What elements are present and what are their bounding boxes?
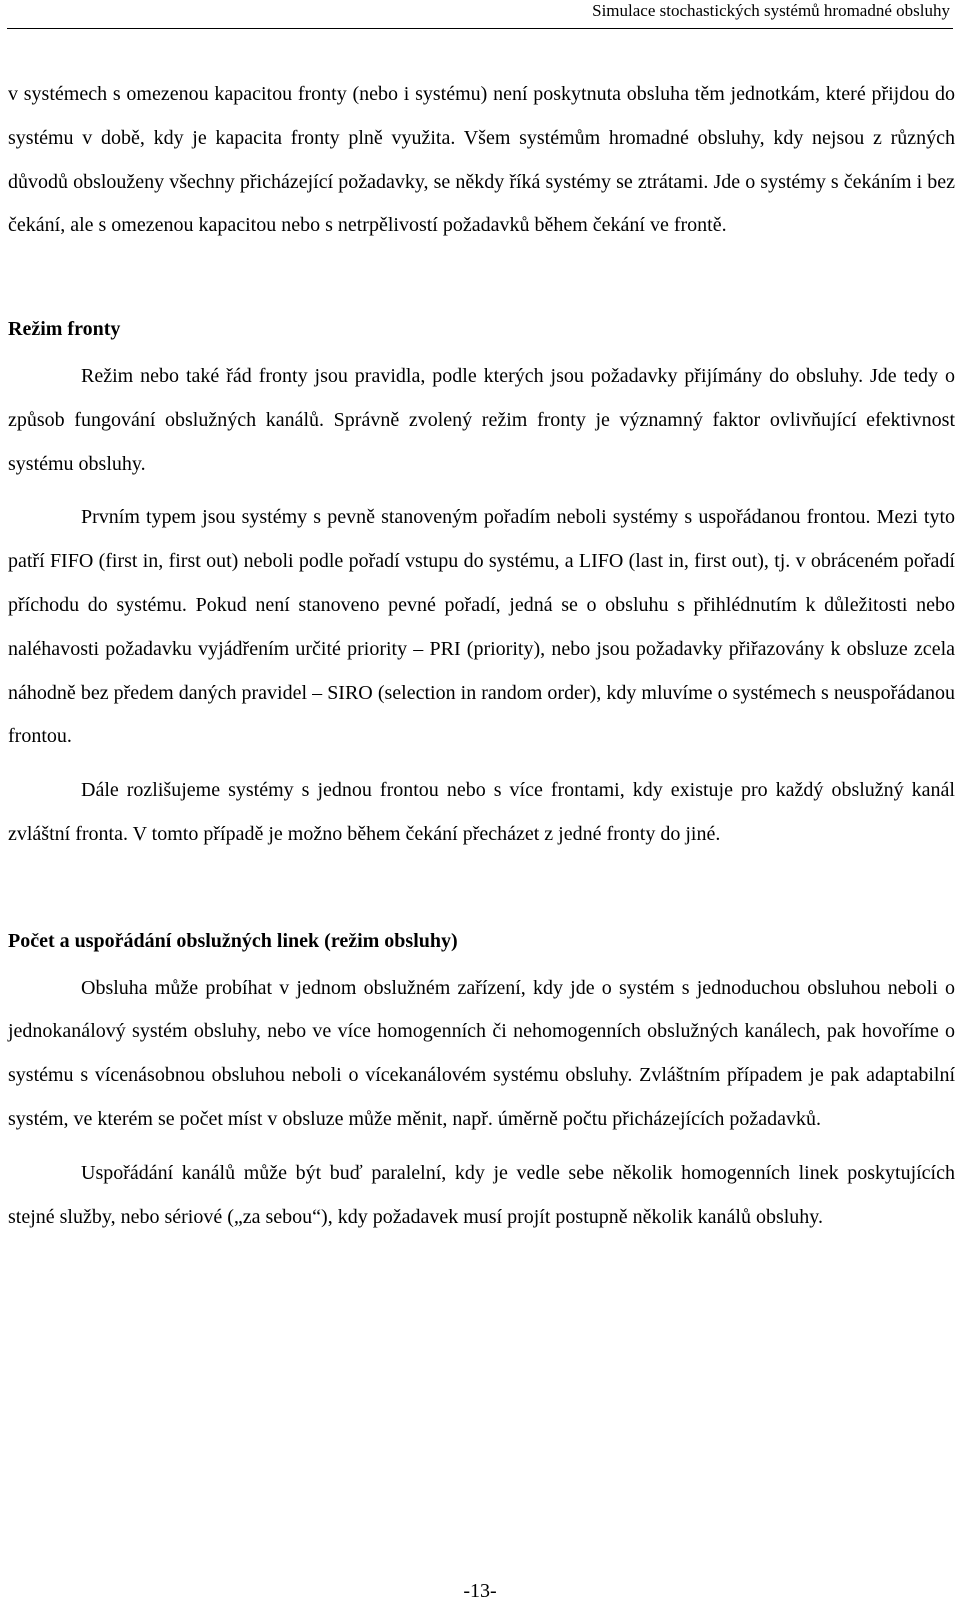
paragraph-queue-regime-definition: Režim nebo také řád fronty jsou pravidla, podle kterých jsou požadavky přijímány do obsluhy. Jde tedy o způsob fungování obslužných kanálů. Správně zvolený režim fronty je významný faktor ovlivňující efektivnost systému obsluhy. <box>8 364 955 475</box>
header-rule <box>7 28 953 29</box>
paragraph-service-channels: Obsluha může probíhat v jednom obslužném zařízení, kdy jde o systém s jednoduchou obsluhou neboli o jednokanálový systém obsluhy, nebo ve více homogenních či nehomogenních obslužných kanálech, pak hovoříme o systému s vícenásobnou obsluhou neboli o vícekanálovém systému obsluhy. Zvláštním případem je pak adaptabilní systém, ve kterém se počet míst v obsluze může měnit, např. úměrně počtu přicházejících požadavků. <box>8 976 955 1130</box>
section-heading-service-lines: Počet a uspořádání obslužných linek (režim obsluhy) <box>8 929 458 952</box>
section-queue-regime <box>8 308 955 857</box>
paragraph-multiple-queues: Dále rozlišujeme systémy s jednou frontou nebo s více frontami, kdy existuje pro každý obslužný kanál zvláštní fronta. V tomto případě je možno během čekání přecházet z jedné fronty do jiné. <box>8 779 955 845</box>
running-header: Simulace stochastických systémů hromadné obsluhy <box>592 1 950 20</box>
section-service-lines <box>8 920 955 1240</box>
paragraph-continuation: v systémech s omezenou kapacitou fronty (nebo i systému) není poskytnuta obsluha těm jednotkám, které přijdou do systému v době, kdy je kapacita fronty plně využita. Všem systémům hromadné obsluhy, kdy nejsou z různých důvodů obslouženy všechny přicházející požadavky, se někdy říká systémy se ztrátami. Jde o systémy s čekáním i bez čekání, ale s omezenou kapacitou nebo s netrpělivostí požadavků během čekání ve frontě. <box>8 83 955 237</box>
paragraph-channel-arrangement: Uspořádání kanálů může být buď paralelní, kdy je vedle sebe několik homogenních linek poskytujících stejné služby, nebo sériové („za sebou“), kdy požadavek musí projít postupně několik kanálů obsluhy. <box>8 1161 955 1228</box>
document-body <box>8 73 955 1239</box>
paragraph-queue-ordering-types: Prvním typem jsou systémy s pevně stanoveným pořadím neboli systémy s uspořádanou frontou. Mezi tyto patří FIFO (first in, first out) neboli podle pořadí vstupu do systému, a LIFO (last in, first out), tj. v obráceném pořadí příchodu do systému. Pokud není stanoveno pevné pořadí, jedná se o obsluhu s přihlédnutím k důležitosti nebo naléhavosti požadavku vyjádřením určité priority – PRI (priority), nebo jsou požadavky přiřazovány k obsluze zcela náhodně bez předem daných pravidel – SIRO (selection in random order), kdy mluvíme o systémech s neuspořádanou frontou. <box>8 506 955 748</box>
page-number: -13- <box>463 1580 497 1602</box>
section-heading-queue-regime: Režim fronty <box>8 318 121 341</box>
